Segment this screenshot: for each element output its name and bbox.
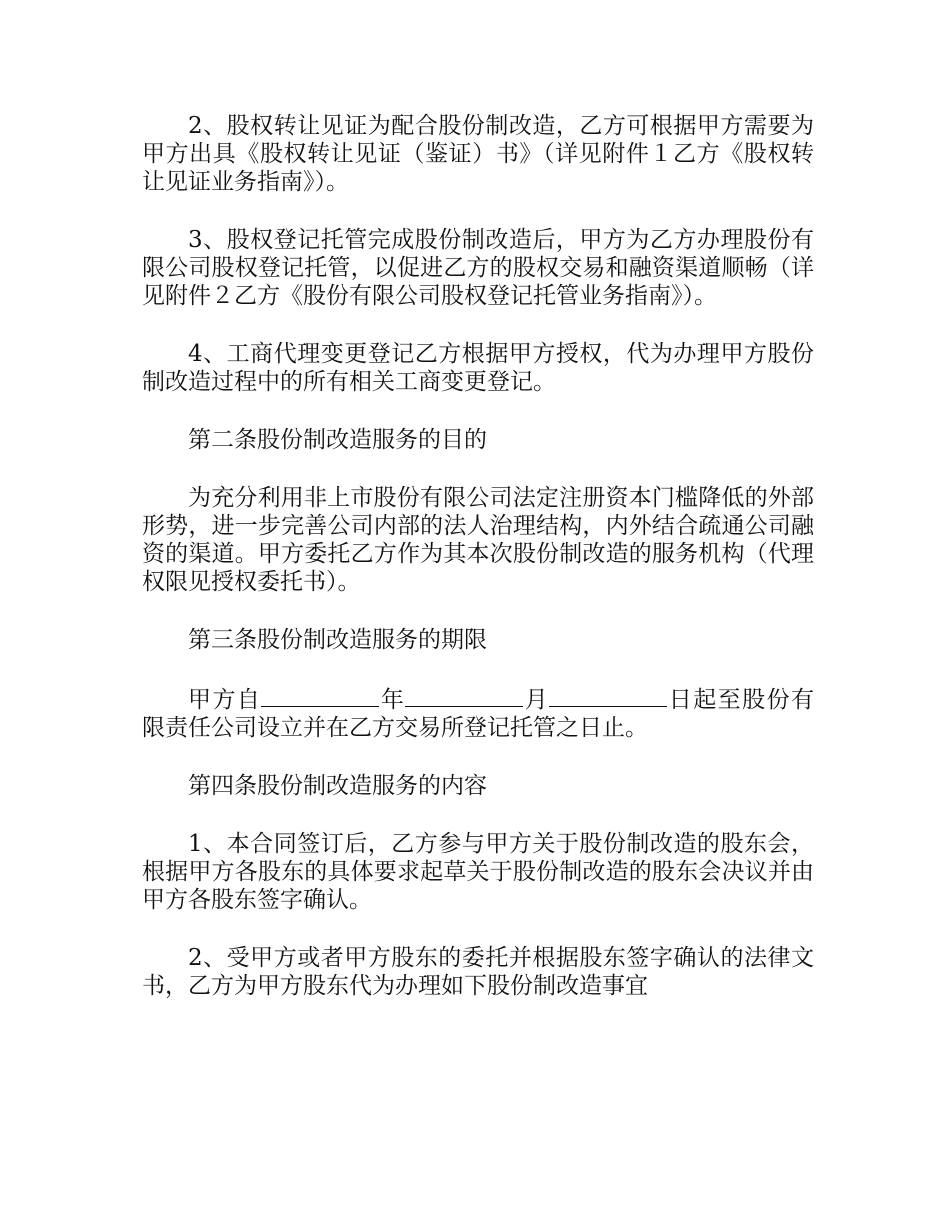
month-blank[interactable]	[405, 684, 523, 707]
paragraph-service-purpose: 为充分利用非上市股份有限公司法定注册资本门槛降低的外部形势，进一步完善公司内部的法人治理结构，内外结合疏通公司融资的渠道。甲方委托乙方作为其本次股份制改造的服务机构（代理权限见授权委托书）。	[142, 485, 814, 595]
term-suffix: 日起至股份有限责任公司设立并在乙方交易所登记托管之日止。	[142, 687, 815, 741]
paragraph-equity-transfer-witness: 2、股权转让见证为配合股份制改造，乙方可根据甲方需要为甲方出具《股权转让见证（鉴证）书》（详见附件１乙方《股权转让见证业务指南》）。	[142, 113, 814, 195]
paragraph-service-term	[142, 684, 814, 742]
document-body	[142, 112, 814, 1030]
day-blank[interactable]	[549, 684, 667, 707]
paragraph-equity-registration-custody: 3、股权登记托管完成股份制改造后，甲方为乙方办理股份有限公司股权登记托管，以促进乙方的股权交易和融资渠道顺畅（详见附件２乙方《股份有限公司股权登记托管业务指南》）。	[142, 227, 814, 309]
heading-article-2: 第二条股份制改造服务的目的	[188, 427, 487, 453]
paragraph-content-2: 2、受甲方或者甲方股东的委托并根据股东签字确认的法律文书，乙方为甲方股东代为办理如下股份制改造事宜	[142, 945, 814, 999]
paragraph-business-registration-change: 4、工商代理变更登记乙方根据甲方授权，代为办理甲方股份制改造过程中的所有相关工商变更登记。	[142, 341, 814, 395]
paragraph-content-1: 1、本合同签订后，乙方参与甲方关于股份制改造的股东会，根据甲方各股东的具体要求起草关于股份制改造的股东会决议并由甲方各股东签字确认。	[142, 831, 814, 913]
term-month-label: 月	[523, 687, 550, 713]
heading-article-3: 第三条股份制改造服务的期限	[188, 627, 487, 653]
term-prefix: 甲方自	[188, 687, 262, 713]
term-year-label: 年	[379, 687, 406, 713]
heading-article-4: 第四条股份制改造服务的内容	[188, 773, 487, 799]
year-blank[interactable]	[261, 684, 379, 707]
